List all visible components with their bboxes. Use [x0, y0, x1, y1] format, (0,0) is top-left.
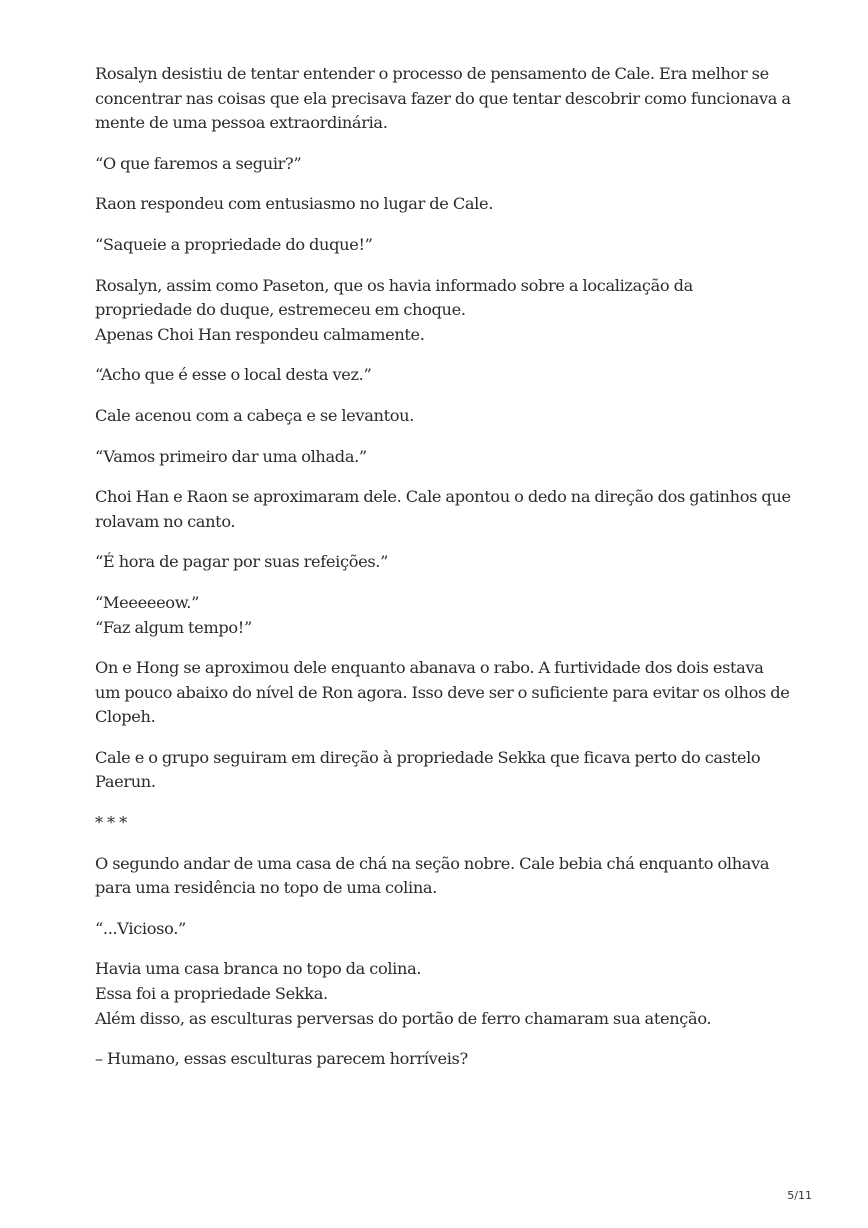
document-page: [95, 62, 795, 1088]
text-line: Rosalyn desistiu de tentar entender o processo de pensamento de Cale. Era melhor se: [95, 64, 769, 83]
text-line: “Vamos primeiro dar uma olhada.”: [95, 446, 367, 466]
text-line: Clopeh.: [95, 707, 156, 727]
paragraph-11: [95, 591, 795, 640]
text-line: para uma residência no topo de uma colina.: [95, 878, 437, 898]
text-line: Rosalyn, assim como Paseton, que os havia informado sobre a localização da: [95, 275, 693, 295]
paragraph-1: [95, 62, 795, 136]
paragraph-18: [95, 1047, 795, 1072]
text-line: mente de uma pessoa extraordinária.: [95, 113, 388, 133]
text-line: O segundo andar de uma casa de chá na seção nobre. Cale bebia chá enquanto olhava: [95, 853, 770, 873]
text-line: Havia uma casa branca no topo da colina.: [95, 959, 422, 979]
text-line: “O que faremos a seguir?”: [95, 153, 302, 173]
text-line: um pouco abaixo do nível de Ron agora. Isso deve ser o suficiente para evitar os olhos de: [95, 682, 790, 702]
paragraph-3: [95, 192, 795, 217]
paragraph-7: [95, 404, 795, 429]
text-line: – Humano, essas esculturas parecem horríveis?: [95, 1049, 468, 1069]
scene-break: [95, 811, 795, 836]
paragraph-16: [95, 917, 795, 942]
text-line: propriedade do duque, estremeceu em choque.: [95, 300, 466, 320]
text-line: Choi Han e Raon se aproximaram dele. Cale apontou o dedo na direção dos gatinhos que: [95, 487, 791, 507]
paragraph-12: [95, 656, 795, 730]
text-line: “É hora de pagar por suas refeições.”: [95, 552, 389, 572]
text-line: “Faz algum tempo!”: [95, 617, 252, 637]
text-line: Cale e o grupo seguiram em direção à propriedade Sekka que ficava perto do castelo: [95, 747, 761, 767]
paragraph-9: [95, 485, 795, 534]
text-line: “Acho que é esse o local desta vez.”: [95, 365, 372, 385]
paragraph-5: [95, 274, 795, 348]
text-line: Além disso, as esculturas perversas do portão de ferro chamaram sua atenção.: [95, 1008, 712, 1028]
page-number: 5/11: [787, 1189, 812, 1202]
paragraph-15: [95, 852, 795, 901]
text-line: Essa foi a propriedade Sekka.: [95, 984, 328, 1004]
paragraph-17: [95, 957, 795, 1031]
paragraph-13: [95, 746, 795, 795]
text-line: “Saqueie a propriedade do duque!”: [95, 234, 373, 254]
text-line: Cale acenou com a cabeça e se levantou.: [95, 405, 415, 425]
paragraph-4: [95, 233, 795, 258]
paragraph-6: [95, 363, 795, 388]
paragraph-8: [95, 445, 795, 470]
text-line: Apenas Choi Han respondeu calmamente.: [95, 324, 425, 344]
text-line: Raon respondeu com entusiasmo no lugar de Cale.: [95, 194, 494, 214]
text-line: Paerun.: [95, 772, 156, 792]
paragraph-10: [95, 550, 795, 575]
text-line: “...Vicioso.”: [95, 918, 186, 938]
text-line: concentrar nas coisas que ela precisava fazer do que tentar descobrir como funcionava a: [95, 88, 791, 108]
text-line: On e Hong se aproximou dele enquanto abanava o rabo. A furtividade dos dois estava: [95, 658, 764, 678]
paragraph-2: [95, 152, 795, 177]
text-line: “Meeeeeow.”: [95, 592, 199, 612]
text-line: * * *: [95, 813, 127, 833]
text-line: rolavam no canto.: [95, 511, 236, 531]
